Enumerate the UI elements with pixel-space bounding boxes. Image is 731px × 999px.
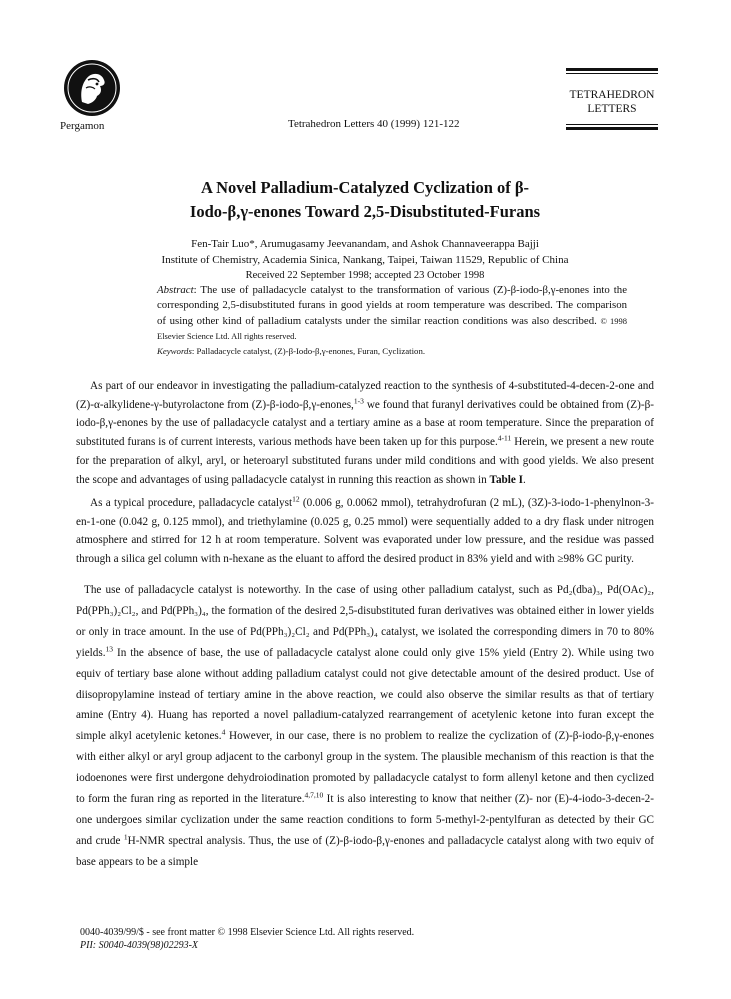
footer xyxy=(80,926,414,952)
keywords-text: : Palladacycle catalyst, (Z)-β-Iodo-β,γ-enones, Furan, Cyclization. xyxy=(191,346,426,356)
body-paragraph-2 xyxy=(76,494,654,569)
p2-text-a: As a typical procedure, palladacycle catalyst xyxy=(90,497,293,509)
p1-text-c: Herein, we present a new route for the preparation of alkyl, aryl, or heteroaryl substituted furans under mild conditions and with good yields. We also present the scope and advantages of using palladacycle catalyst in running this reaction as shown in xyxy=(76,436,654,486)
journal-name-line1: TETRAHEDRON xyxy=(569,89,655,101)
authors: Fen-Tair Luo*, Arumugasamy Jeevanandam, and Ashok Channaveerappa Bajji xyxy=(191,238,539,250)
keywords xyxy=(157,346,627,356)
p3-text-c: However, in our case, there is no problem to realize the cyclization of (Z)-β-iodo-β,γ-enones with either alkyl or aryl group adjacent to the carbonyl group in the system. The plausible mechanism of this reaction is that the iodoenones were first undergone dehydroiodination promoted by palladacycle catalyst to form allenyl ketone and then cyclized to form the furan ring as reported in the literature. xyxy=(76,730,655,806)
publisher-name: Pergamon xyxy=(60,120,105,132)
p2-text-b: (0.006 g, 0.0062 mmol), tetrahydrofuran (2 mL), (3Z)-3-iodo-1-phenylnon-3-en-1-one (0.042 g, 0.125 mmol), and triethylamine (0.025 g, 0.25 mmol) were sequentially added to a dry flask under nitrogen atmosphere and stirred for 12 h at room temperature. Solvent was evaporated under low pressure, and the residue was passed through a silica gel column with n-hexane as the eluant to afford the desired product in 83% yield and with ≥98% GC purity. xyxy=(76,497,654,566)
p2-citation: 12 xyxy=(292,494,300,504)
affiliation: Institute of Chemistry, Academia Sinica, Nankang, Taipei, Taiwan 11529, Republic of China xyxy=(161,254,569,266)
received-dates: Received 22 September 1998; accepted 23 October 1998 xyxy=(245,270,485,281)
journal-reference: Tetrahedron Letters 40 (1999) 121-122 xyxy=(288,118,460,130)
keywords-label: Keywords xyxy=(157,346,192,356)
journal-name-line2: LETTERS xyxy=(587,103,637,115)
abstract-text: : The use of palladacycle catalyst to the transformation of various (Z)-β-iodo-β,γ-enones into the corresponding 2,5-disubstituted furans in good yields at room temperature was described. The comparison of using other kind of palladium catalysts under the similar reaction conditions was also described. xyxy=(157,284,627,327)
body-paragraph-1 xyxy=(76,377,654,489)
p3-text-e: H-NMR spectral analysis. Thus, the use of (Z)-β-iodo-β,γ-enones and palladacycle catalyst along with two equiv of base appears to be a simple xyxy=(76,834,654,868)
abstract-copyright: © 1998 Elsevier Science Ltd. All rights reserved. xyxy=(157,315,627,342)
p3-citation-3: 4,7,10 xyxy=(304,790,324,800)
p3-text-b: In the absence of base, the use of palladacycle catalyst alone could only give 15% yield (Entry 2). While using two equiv of tertiary base alone without adding palladium catalyst could not give detectable amount of the desired product. Use of diisopropylamine instead of tertiary amine in the above reaction, we could also observe the similar results as that of tertiary amine (Entry 4). Huang has reported a novel palladium-catalyzed rearrangement of acetylenic ketone into furan except the simple alkyl acetylenic ketones. xyxy=(76,646,654,743)
p1-citation-2: 4-11 xyxy=(497,433,512,443)
table-reference: Table I xyxy=(489,473,523,486)
p1-text-a: As part of our endeavor in investigating the palladium-catalyzed reaction to the synthesis of 4-substituted-4-decen-2-one and (Z)-α-alkylidene-γ-butyrolactone from (Z)-β-iodo-β,γ-enones, xyxy=(76,380,654,411)
article-title xyxy=(120,176,610,224)
p1-citation-1: 1-3 xyxy=(353,395,364,405)
body-paragraph-3 xyxy=(76,580,654,873)
abstract-label: Abstract xyxy=(157,284,194,296)
p3-citation-2: 4 xyxy=(221,727,226,737)
footer-copyright: 0040-4039/99/$ - see front matter © 1998 Elsevier Science Ltd. All rights reserved. xyxy=(80,927,415,938)
title-line-1: A Novel Palladium-Catalyzed Cyclization of β- xyxy=(200,178,530,197)
title-line-2: Iodo-β,γ-enones Toward 2,5-Disubstituted-Furans xyxy=(189,202,541,221)
p3-citation-1: 13 xyxy=(105,643,114,653)
pergamon-logo-icon xyxy=(62,58,122,118)
p3-text-a: The use of palladacycle catalyst is noteworthy. In the case of using other palladium catalyst, such as Pd₂(dba)₃, Pd(OAc)₂, Pd(PPh₃)₂Cl₂, and Pd(PPh₃)₄, the formation of the desired 2,5-disubstituted furan derivatives was obtained either in lower yields or only in trace amount. In the use of Pd(PPh₃)₂Cl₂ and Pd(PPh₃)₄ catalyst, we isolated the corresponding dimers in 70 to 80% yields. xyxy=(76,584,654,659)
p3-superscript-1: 1 xyxy=(123,832,128,842)
journal-rule-top-thin xyxy=(566,73,658,74)
journal-rule-bottom xyxy=(566,127,658,130)
journal-rule-top xyxy=(566,68,658,71)
abstract xyxy=(157,283,627,345)
p3-text-d: It is also interesting to know that neither (Z)- nor (E)-4-iodo-3-decen-2-one undergoes similar cyclization under the same reaction conditions to form 5-methyl-2-pentylfuran as detected by their GC and crude xyxy=(76,793,654,847)
journal-rule-bottom-thin xyxy=(566,124,658,125)
p1-text-b: we found that furanyl derivatives could be obtained from (Z)-β-iodo-β,γ-enones by the use of palladacycle catalyst and a tertiary amine as a base at room temperature. Since the preparation of substituted furans is of current interests, various methods have been taken up for this purpose. xyxy=(76,398,654,449)
p1-text-d: . xyxy=(523,473,526,486)
footer-pii: PII: S0040-4039(98)02293-X xyxy=(80,940,199,951)
